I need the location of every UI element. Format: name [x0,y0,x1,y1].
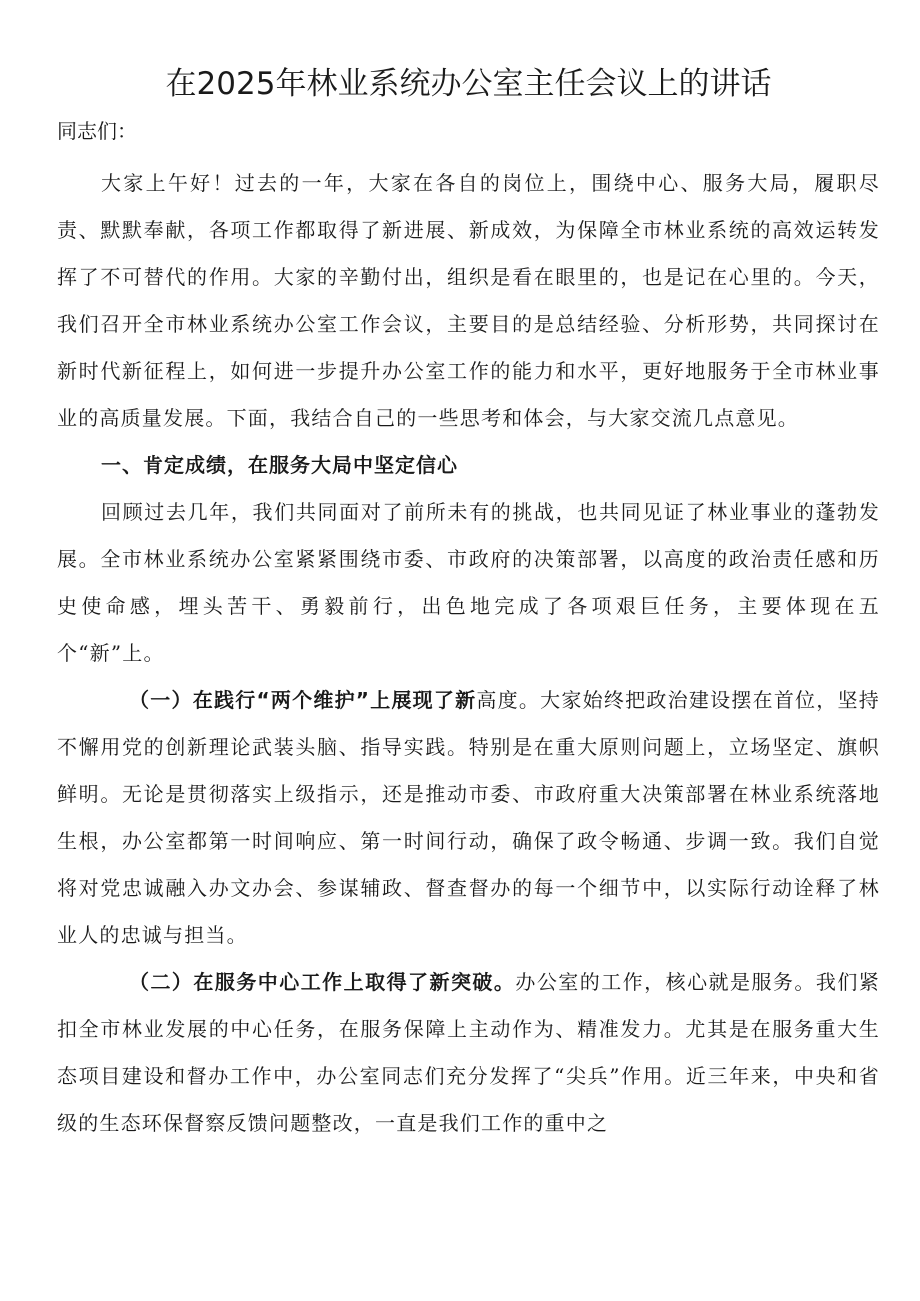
section1-intro-paragraph: 回顾过去几年，我们共同面对了前所未有的挑战，也共同见证了林业事业的蓬勃发展。全市林业系统办公室紧紧围绕市委、市政府的决策部署，以高度的政治责任感和历史使命感，埋头苦干、勇毅前行，出色地完成了各项艰巨任务，主要体现在五个“新”上。 [57,500,880,665]
item2-paragraph [57,959,880,1147]
salutation: 同志们： [57,119,137,143]
opening-paragraph: 大家上午好！过去的一年，大家在各自的岗位上，围绕中心、服务大局，履职尽责、默默奉献，各项工作都取得了新进展、新成效，为保障全市林业系统的高效运转发挥了不可替代的作用。大家的辛勤付出，组织是看在眼里的，也是记在心里的。今天，我们召开全市林业系统办公室工作会议，主要目的是总结经验、分析形势，共同探讨在新时代新征程上，如何进一步提升办公室工作的能力和水平，更好地服务于全市林业事业的高质量发展。下面，我结合自己的一些思考和体会，与大家交流几点意见。 [57,171,880,430]
page-title: 在2025年林业系统办公室主任会议上的讲话 [165,66,772,102]
item1-text: 高度。大家始终把政治建设摆在首位，坚持不懈用党的创新理论武装头脑、指导实践。特别是在重大原则问题上，立场坚定、旗帜鲜明。无论是贯彻落实上级指示，还是推动市委、市政府重大决策部署在林业系统落地生根，办公室都第一时间响应、第一时间行动，确保了政令畅通、步调一致。我们自觉将对党忠诚融入办文办会、参谋辅政、督查督办的每一个细节中，以实际行动诠释了林业人的忠诚与担当。 [57,688,880,947]
section-heading-1: 一、肯定成绩，在服务大局中坚定信心 [101,453,458,477]
item1-paragraph [57,677,880,959]
item2-text: 办公室的工作，核心就是服务。我们紧扣全市林业发展的中心任务，在服务保障上主动作为、精准发力。尤其是在服务重大生态项目建设和督办工作中，办公室同志们充分发挥了“尖兵”作用。近三年来，中央和省级的生态环保督察反馈问题整改，一直是我们工作的重中之 [57,970,880,1135]
item2-lead: （二）在服务中心工作上取得了新突破。 [129,970,516,994]
item1-lead: （一）在践行“两个维护”上展现了新 [129,688,477,712]
